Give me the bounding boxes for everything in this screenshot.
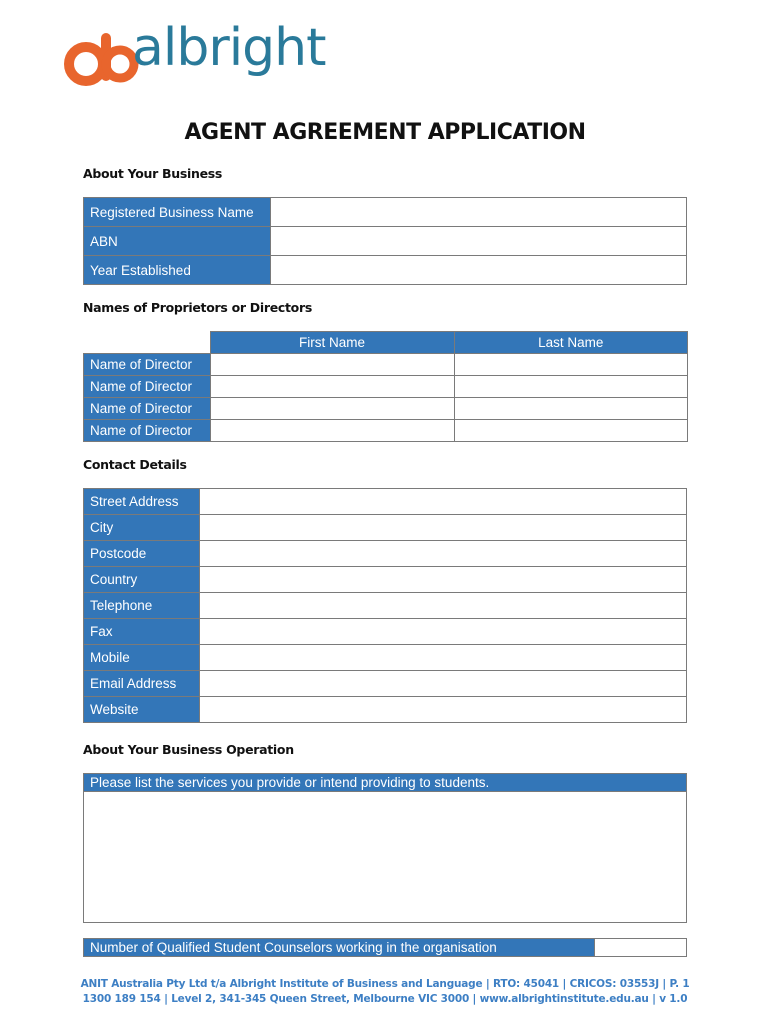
director-first-name-input[interactable] — [210, 376, 454, 398]
counselors-count-input[interactable] — [595, 939, 687, 957]
email-address-input[interactable] — [200, 671, 687, 697]
field-label: Registered Business Name — [84, 198, 271, 227]
field-label: Fax — [84, 619, 200, 645]
column-header-first-name: First Name — [210, 332, 454, 354]
director-label: Name of Director — [84, 376, 211, 398]
director-last-name-input[interactable] — [454, 398, 688, 420]
field-label: Country — [84, 567, 200, 593]
field-label: Street Address — [84, 489, 200, 515]
services-table — [83, 773, 687, 923]
services-textarea[interactable] — [84, 792, 687, 923]
director-label: Name of Director — [84, 398, 211, 420]
country-input[interactable] — [200, 567, 687, 593]
director-label: Name of Director — [84, 420, 211, 442]
city-input[interactable] — [200, 515, 687, 541]
column-header-last-name: Last Name — [454, 332, 688, 354]
albright-logo-text: albright — [132, 18, 326, 78]
page-footer — [0, 977, 770, 1007]
field-label: Website — [84, 697, 200, 723]
telephone-input[interactable] — [200, 593, 687, 619]
postcode-input[interactable] — [200, 541, 687, 567]
services-prompt: Please list the services you provide or intend providing to students. — [84, 774, 687, 792]
field-label: Email Address — [84, 671, 200, 697]
director-last-name-input[interactable] — [454, 354, 688, 376]
field-label: ABN — [84, 227, 271, 256]
website-input[interactable] — [200, 697, 687, 723]
director-last-name-input[interactable] — [454, 420, 688, 442]
counselors-table — [83, 938, 687, 957]
director-first-name-input[interactable] — [210, 354, 454, 376]
field-label: Year Established — [84, 256, 271, 285]
footer-line-1: ANIT Australia Pty Ltd t/a Albright Institute of Business and Language | RTO: 45041 | CRICOS: 03553J | P. 1 — [80, 978, 690, 990]
section-operation: About Your Business Operation — [83, 742, 294, 757]
counselors-prompt: Number of Qualified Student Counselors working in the organisation — [84, 939, 595, 957]
director-first-name-input[interactable] — [210, 420, 454, 442]
field-label: Postcode — [84, 541, 200, 567]
field-label: City — [84, 515, 200, 541]
street-address-input[interactable] — [200, 489, 687, 515]
registered-business-name-input[interactable] — [271, 198, 687, 227]
director-label: Name of Director — [84, 354, 211, 376]
mobile-input[interactable] — [200, 645, 687, 671]
business-table — [83, 197, 687, 285]
director-first-name-input[interactable] — [210, 398, 454, 420]
field-label: Telephone — [84, 593, 200, 619]
section-directors: Names of Proprietors or Directors — [83, 300, 312, 315]
section-about-business: About Your Business — [83, 166, 223, 181]
year-established-input[interactable] — [271, 256, 687, 285]
fax-input[interactable] — [200, 619, 687, 645]
contact-table — [83, 488, 687, 723]
directors-table — [83, 331, 688, 442]
footer-line-2: 1300 189 154 | Level 2, 341-345 Queen Street, Melbourne VIC 3000 | www.albrightinstitute.edu.au | v 1.0 — [82, 993, 688, 1005]
field-label: Mobile — [84, 645, 200, 671]
section-contact: Contact Details — [83, 457, 187, 472]
abn-input[interactable] — [271, 227, 687, 256]
director-last-name-input[interactable] — [454, 376, 688, 398]
page-title: AGENT AGREEMENT APPLICATION — [184, 120, 586, 145]
